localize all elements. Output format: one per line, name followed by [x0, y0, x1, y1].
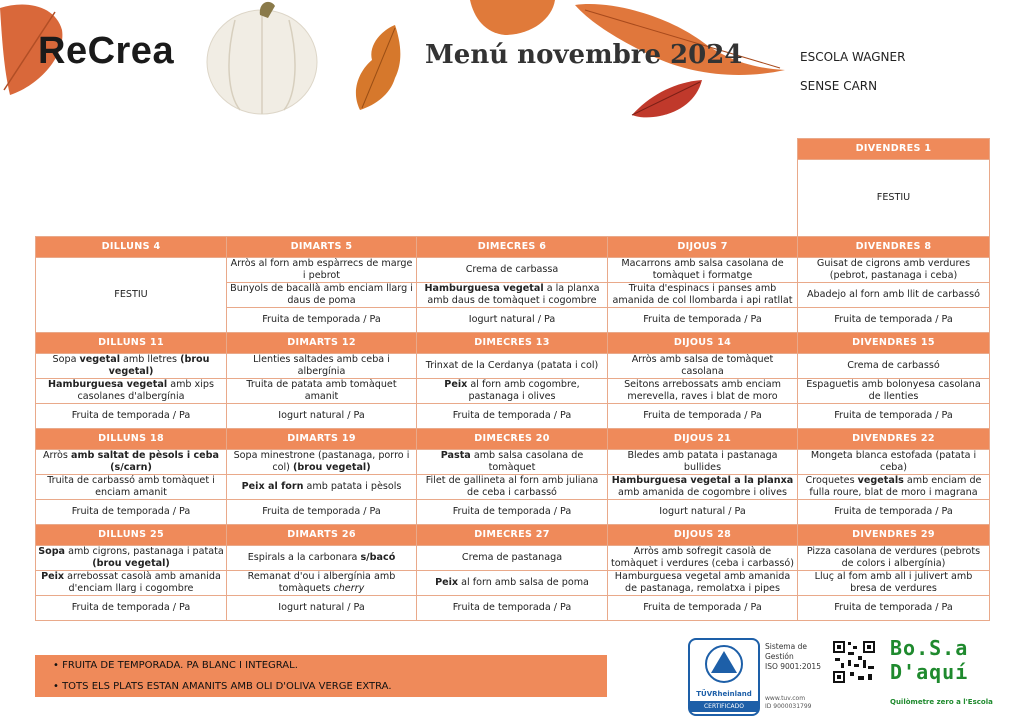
first-course: Llenties saltades amb ceba i albergínia	[227, 354, 417, 379]
holiday-cell: FESTIU	[36, 258, 227, 333]
dessert: Fruita de temporada / Pa	[798, 596, 990, 621]
diet-label: SENSE CARN	[800, 79, 878, 93]
page-title: Menú novembre 2024	[425, 40, 743, 70]
week2-header-row	[36, 333, 990, 354]
week3-header-row	[36, 429, 990, 450]
second-course: Espaguetis amb bolonyesa casolana de llenties	[798, 379, 990, 404]
dessert: Fruita de temporada / Pa	[36, 500, 227, 525]
day-header: DIMECRES 6	[417, 237, 608, 258]
second-course: Hamburguesa vegetal amb xips casolanes d'albergínia	[36, 379, 227, 404]
dessert: Fruita de temporada / Pa	[417, 596, 608, 621]
dessert: Fruita de temporada / Pa	[798, 308, 990, 333]
second-course: Croquetes vegetals amb enciam de fulla roure, blat de moro i magrana	[798, 475, 990, 500]
first-course: Crema de carbassó	[798, 354, 990, 379]
dessert: Fruita de temporada / Pa	[798, 404, 990, 429]
first-course: Guisat de cigrons amb verdures (pebrot, pastanaga i ceba)	[798, 258, 990, 283]
first-course-row	[36, 258, 990, 283]
tuv-badge	[688, 638, 760, 716]
dessert: Iogurt natural / Pa	[227, 404, 417, 429]
day-header: DIVENDRES 15	[798, 333, 990, 354]
dessert-row	[36, 404, 990, 429]
second-course: Truita de patata amb tomàquet amanit	[227, 379, 417, 404]
second-course: Filet de gallineta al forn amb juliana de ceba i carbassó	[417, 475, 608, 500]
first-course: Pizza casolana de verdures (pebrots de colors i albergínia)	[798, 546, 990, 571]
second-course: Hamburguesa vegetal a la planxa amb daus de tomàquet i cogombre	[417, 283, 608, 308]
first-course-row	[36, 354, 990, 379]
second-course: Hamburguesa vegetal amb amanida de pastanaga, remolatxa i pipes	[608, 571, 798, 596]
dessert: Iogurt natural / Pa	[417, 308, 608, 333]
tuv-certified: CERTIFICADO	[690, 701, 758, 712]
day-header: DILLUNS 11	[36, 333, 227, 354]
day-header: DIMARTS 12	[227, 333, 417, 354]
km0-logo: Bo.S.a D'aquí	[890, 636, 969, 684]
first-course: Arròs amb sofregit casolà de tomàquet i verdures (ceba i carbassó)	[608, 546, 798, 571]
day-header: DILLUNS 4	[36, 237, 227, 258]
first-course: Bledes amb patata i pastanaga bullides	[608, 450, 798, 475]
second-course: Peix arrebossat casolà amb amanida d'enciam llarg i cogombre	[36, 571, 227, 596]
day-header: DILLUNS 25	[36, 525, 227, 546]
leaf-top-center	[470, 0, 555, 35]
first-course: Arròs amb salsa de tomàquet casolana	[608, 354, 798, 379]
first-course: Sopa vegetal amb lletres (brou vegetal)	[36, 354, 227, 379]
first-course: Arròs amb saltat de pèsols i ceba (s/carn)	[36, 450, 227, 475]
dessert: Fruita de temporada / Pa	[608, 404, 798, 429]
day-header: DIJOUS 14	[608, 333, 798, 354]
first-course: Sopa amb cigrons, pastanaga i patata (brou vegetal)	[36, 546, 227, 571]
dessert: Fruita de temporada / Pa	[227, 500, 417, 525]
first-course: Crema de carbassa	[417, 258, 608, 283]
day-header: DILLUNS 18	[36, 429, 227, 450]
dessert: Fruita de temporada / Pa	[417, 404, 608, 429]
second-course: Truita d'espinacs i panses amb amanida de col llombarda i api ratllat	[608, 283, 798, 308]
dessert: Fruita de temporada / Pa	[36, 596, 227, 621]
first-course: Mongeta blanca estofada (patata i ceba)	[798, 450, 990, 475]
day-header: DIMARTS 26	[227, 525, 417, 546]
holiday-cell: FESTIU	[798, 160, 990, 237]
notes-box	[35, 655, 607, 697]
day-header: DIMARTS 19	[227, 429, 417, 450]
dessert: Fruita de temporada / Pa	[608, 596, 798, 621]
first-course: Pasta amb salsa casolana de tomàquet	[417, 450, 608, 475]
dessert: Fruita de temporada / Pa	[36, 404, 227, 429]
note-item: • FRUITA DE TEMPORADA. PA BLANC I INTEGRAL.	[53, 660, 298, 671]
second-course-row	[36, 475, 990, 500]
note-item: • TOTS ELS PLATS ESTAN AMANITS AMB OLI D'OLIVA VERGE EXTRA.	[53, 681, 392, 692]
first-course: Espirals a la carbonara s/bacó	[227, 546, 417, 571]
second-course: Peix al forn amb cogombre, pastanaga i olives	[417, 379, 608, 404]
first-course: Crema de pastanaga	[417, 546, 608, 571]
second-course-row	[36, 379, 990, 404]
tuv-triangle-icon	[690, 640, 758, 686]
first-course: Arròs al forn amb espàrrecs de marge i pebrot	[227, 258, 417, 283]
tuv-brand: TÜVRheinland	[696, 690, 752, 698]
menu-table	[35, 138, 990, 621]
qr-code-icon	[832, 640, 876, 684]
dessert: Iogurt natural / Pa	[608, 500, 798, 525]
dessert: Fruita de temporada / Pa	[798, 500, 990, 525]
dessert: Iogurt natural / Pa	[227, 596, 417, 621]
day-header: DIMECRES 20	[417, 429, 608, 450]
second-course-row	[36, 571, 990, 596]
school-name: ESCOLA WAGNER	[800, 50, 906, 64]
day-header: DIVENDRES 29	[798, 525, 990, 546]
second-course: Bunyols de bacallà amb enciam llarg i daus de poma	[227, 283, 417, 308]
week4-header-row	[36, 525, 990, 546]
dessert-row	[36, 596, 990, 621]
first-course-row	[36, 546, 990, 571]
second-course: Abadejo al forn amb llit de carbassó	[798, 283, 990, 308]
second-course: Peix al forn amb salsa de poma	[417, 571, 608, 596]
km0-tagline: Quilòmetre zero a l'Escola	[890, 698, 993, 706]
brand-logo: ReCrea	[38, 30, 175, 72]
week0-body-row	[36, 160, 990, 237]
second-course: Lluç al fom amb all i julivert amb bresa de verdures	[798, 571, 990, 596]
dessert: Fruita de temporada / Pa	[227, 308, 417, 333]
day-header: DIMECRES 27	[417, 525, 608, 546]
day-header: DIJOUS 28	[608, 525, 798, 546]
first-course: Macarrons amb salsa casolana de tomàquet i formatge	[608, 258, 798, 283]
dessert-row	[36, 500, 990, 525]
day-header: DIVENDRES 8	[798, 237, 990, 258]
second-course: Seitons arrebossats amb enciam merevella, raves i blat de moro	[608, 379, 798, 404]
day-header: DIMARTS 5	[227, 237, 417, 258]
day-header: DIVENDRES 1	[798, 139, 990, 160]
dessert: Fruita de temporada / Pa	[417, 500, 608, 525]
week0-header-row	[36, 139, 990, 160]
oak-leaf	[356, 25, 400, 110]
first-course: Trinxat de la Cerdanya (patata i col)	[417, 354, 608, 379]
cert-details: Sistema de Gestión ISO 9001:2015	[765, 642, 821, 671]
first-course: Sopa minestrone (pastanaga, porro i col) (brou vegetal)	[227, 450, 417, 475]
cert-footer: www.tuv.com ID 9000031799	[765, 695, 812, 710]
week1-header-row	[36, 237, 990, 258]
first-course-row	[36, 450, 990, 475]
second-course: Peix al forn amb patata i pèsols	[227, 475, 417, 500]
dessert: Fruita de temporada / Pa	[608, 308, 798, 333]
day-header: DIJOUS 21	[608, 429, 798, 450]
second-course: Hamburguesa vegetal a la planxa amb amanida de cogombre i olives	[608, 475, 798, 500]
day-header: DIVENDRES 22	[798, 429, 990, 450]
second-course: Remanat d'ou i albergínia amb tomàquets cherry	[227, 571, 417, 596]
day-header: DIJOUS 7	[608, 237, 798, 258]
second-course: Truita de carbassó amb tomàquet i enciam amanit	[36, 475, 227, 500]
day-header: DIMECRES 13	[417, 333, 608, 354]
